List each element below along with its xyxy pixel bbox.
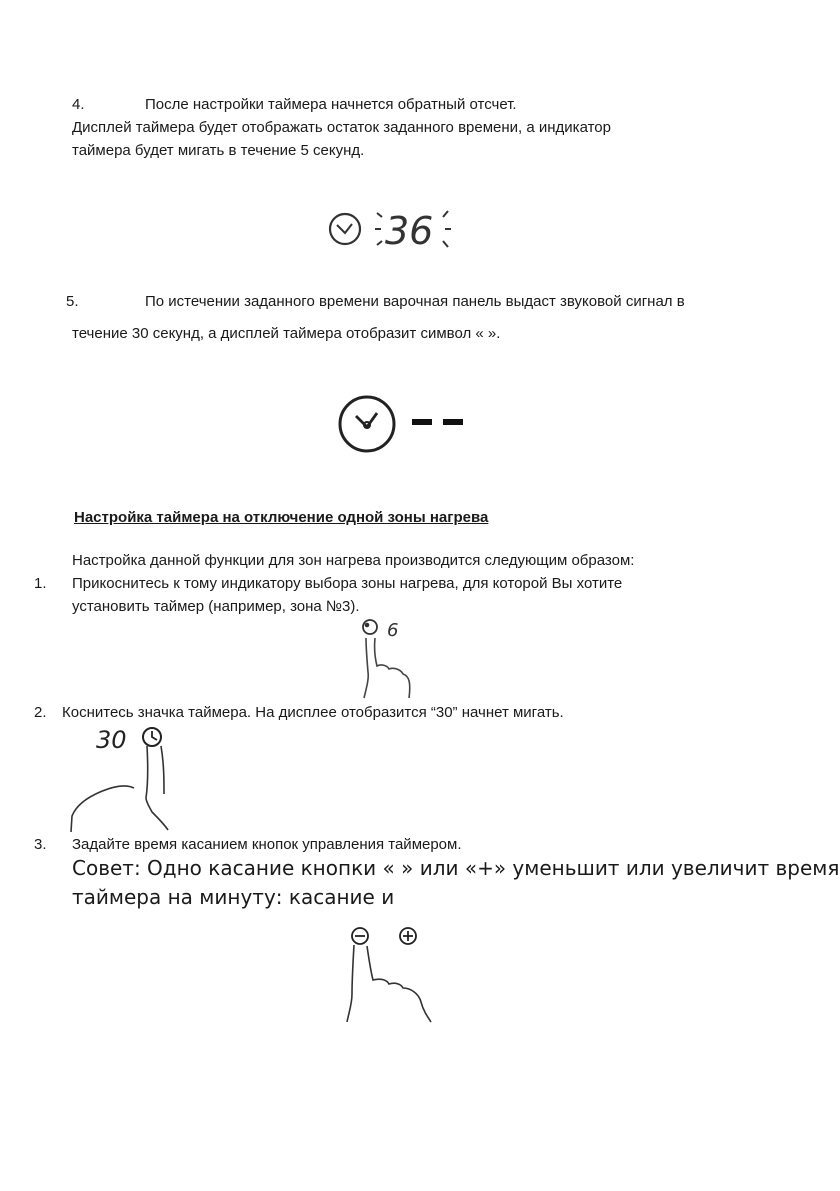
step-1-line-2: установить таймер (например, зона №3). bbox=[72, 598, 360, 615]
pointing-hand-icon bbox=[364, 638, 410, 698]
pointing-hand-icon bbox=[347, 945, 431, 1022]
step-3-tip-line-1: Совет: Одно касание кнопки « » или «+» уменьшит или увеличит время bbox=[72, 856, 840, 880]
clock-icon bbox=[340, 397, 394, 451]
zone-touch-figure bbox=[355, 614, 420, 700]
dash-symbol bbox=[412, 419, 463, 425]
step-4-line-2: Дисплей таймера будет отображать остаток заданного времени, а индикатор bbox=[72, 119, 611, 136]
countdown-value: 36 bbox=[385, 209, 434, 253]
zone-display-value: 6 bbox=[387, 620, 399, 641]
step-1-number: 1. bbox=[34, 575, 47, 592]
step-2-number: 2. bbox=[34, 704, 47, 721]
step-2-text: Коснитесь значка таймера. На дисплее отобразится “30” начнет мигать. bbox=[62, 704, 564, 721]
timer-clock-icon bbox=[143, 728, 161, 746]
blink-marks-right bbox=[443, 211, 451, 247]
step-3-number: 3. bbox=[34, 836, 47, 853]
step-1-line-1: Прикоснитесь к тому индикатору выбора зоны нагрева, для которой Вы хотите bbox=[72, 575, 623, 592]
section-intro: Настройка данной функции для зон нагрева производится следующим образом: bbox=[72, 552, 635, 569]
timer-touch-figure bbox=[68, 724, 183, 834]
pointing-hand-icon bbox=[71, 746, 168, 832]
zone-indicator-icon bbox=[363, 620, 377, 634]
step-4-line-3: таймера будет мигать в течение 5 секунд. bbox=[72, 142, 365, 159]
clock-icon bbox=[330, 214, 360, 244]
section-heading: Настройка таймера на отключение одной зоны нагрева bbox=[74, 509, 489, 526]
timer-finished-figure bbox=[335, 392, 475, 456]
plus-icon bbox=[400, 928, 416, 944]
blink-marks-left bbox=[375, 213, 382, 245]
step-5-number: 5. bbox=[66, 293, 79, 310]
timer-display-value: 30 bbox=[96, 726, 127, 754]
step-5-line-1: По истечении заданного времени варочная панель выдаст звуковой сигнал в bbox=[145, 293, 685, 310]
step-5-line-2: течение 30 секунд, а дисплей таймера отобразит символ « ». bbox=[72, 325, 501, 342]
minus-plus-touch-figure bbox=[335, 922, 445, 1024]
step-4-number: 4. bbox=[72, 96, 85, 113]
step-4-line-1: После настройки таймера начнется обратный отсчет. bbox=[145, 96, 517, 113]
step-3-text: Задайте время касанием кнопок управления таймером. bbox=[72, 836, 462, 853]
countdown-display-figure bbox=[325, 200, 465, 258]
step-3-tip-line-2: таймера на минуту: касание и bbox=[72, 885, 395, 909]
minus-icon bbox=[352, 928, 368, 944]
